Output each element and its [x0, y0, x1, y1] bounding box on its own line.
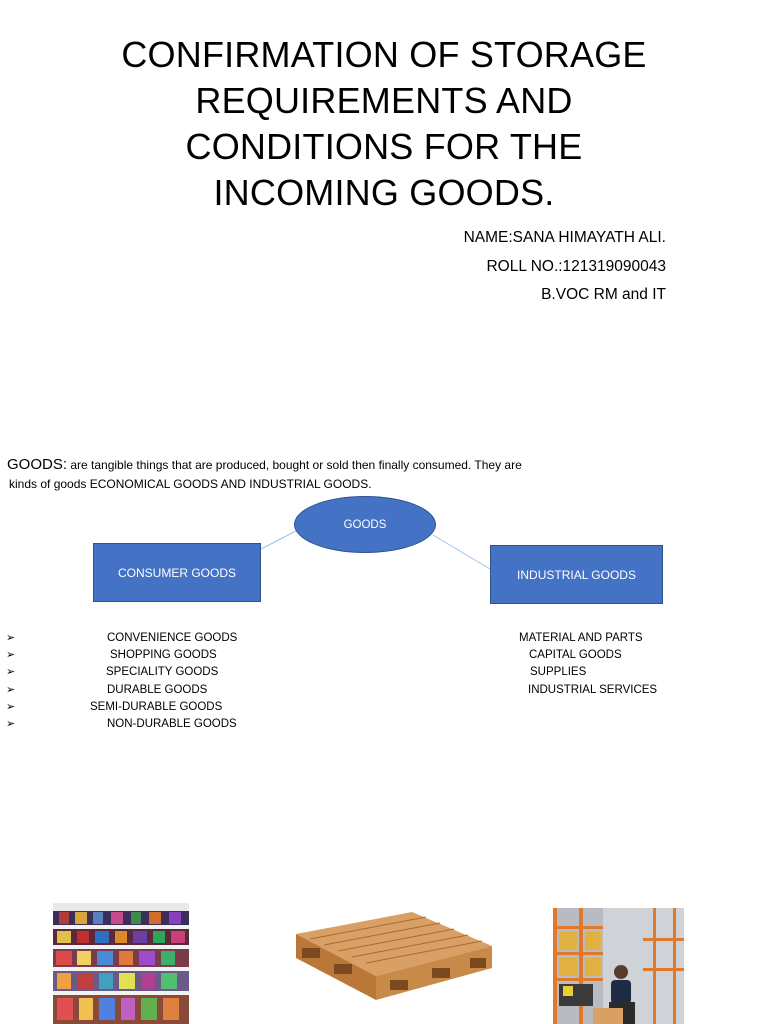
arrow-bullet-icon: ➢: [6, 700, 16, 713]
goods-root-label: GOODS: [343, 518, 387, 531]
goods-definition-line-2: kinds of goods ECONOMICAL GOODS AND INDUSTRIAL GOODS.: [9, 477, 372, 491]
title-line: REQUIREMENTS AND: [195, 80, 573, 121]
connector-right: [433, 535, 490, 569]
warehouse-worker-image: [553, 908, 684, 1024]
course-name: B.VOC RM and IT: [541, 286, 666, 303]
list-item: INDUSTRIAL SERVICES: [528, 683, 658, 696]
list-item: ➢ SHOPPING GOODS: [6, 647, 306, 664]
list-item: ➢ DURABLE GOODS: [6, 682, 306, 699]
industrial-goods-list: [510, 630, 710, 699]
industrial-goods-node: [490, 545, 663, 604]
arrow-bullet-icon: ➢: [6, 649, 16, 662]
list-item: ➢ SPECIALITY GOODS: [6, 664, 306, 681]
consumer-goods-node: [93, 543, 261, 602]
list-item: ➢ SEMI-DURABLE GOODS: [6, 699, 306, 716]
supermarket-shelf-image: [53, 903, 189, 1024]
author-name: NAME:SANA HIMAYATH ALI.: [463, 229, 666, 246]
list-item: SUPPLIES: [530, 666, 587, 679]
connector-left: [261, 531, 296, 549]
title-line: CONFIRMATION OF STORAGE: [121, 34, 647, 75]
list-item: ➢ NON-DURABLE GOODS: [6, 716, 306, 733]
arrow-bullet-icon: ➢: [6, 718, 16, 731]
list-item: CAPITAL GOODS: [529, 649, 622, 662]
roll-number: ROLL NO.:121319090043: [486, 258, 666, 275]
goods-term: GOODS:: [7, 456, 68, 473]
title-line: INCOMING GOODS.: [213, 172, 555, 213]
goods-definition: [7, 455, 607, 494]
goods-definition-line-1: are tangible things that are produced, bought or sold then finally consumed. They are: [67, 458, 522, 472]
wooden-pallet-image: [294, 906, 494, 1010]
title-line: CONDITIONS FOR THE: [185, 126, 583, 167]
arrow-bullet-icon: ➢: [6, 683, 16, 696]
arrow-bullet-icon: ➢: [6, 666, 16, 679]
arrow-bullet-icon: ➢: [6, 632, 16, 644]
consumer-goods-list: [6, 630, 306, 733]
list-item: MATERIAL AND PARTS: [519, 632, 643, 644]
slide-title: [84, 32, 684, 216]
list-item: ➢ CONVENIENCE GOODS: [6, 630, 306, 647]
consumer-goods-label: CONSUMER GOODS: [117, 565, 236, 580]
industrial-goods-label: INDUSTRIAL GOODS: [517, 567, 636, 582]
goods-root-node: [294, 496, 436, 553]
